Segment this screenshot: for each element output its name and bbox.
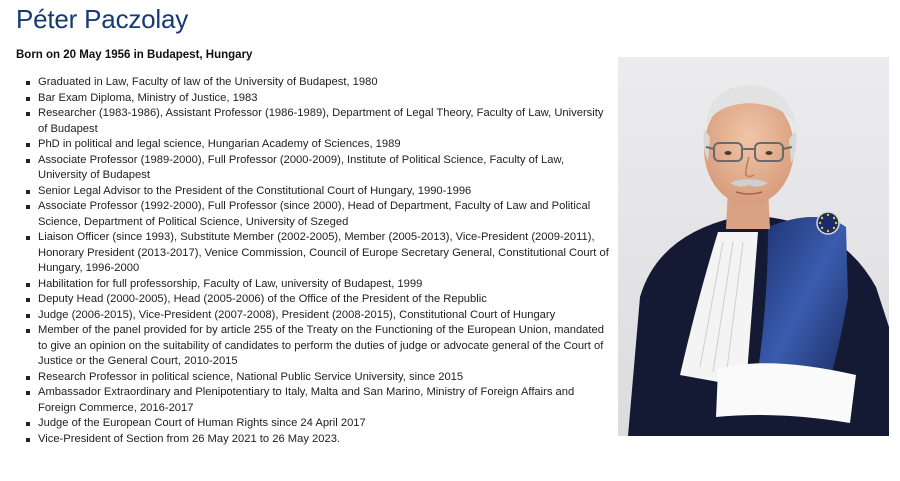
- portrait-photo: [618, 57, 889, 436]
- list-item: Graduated in Law, Faculty of law of the University of Budapest, 1980: [38, 75, 610, 91]
- birth-info: Born on 20 May 1956 in Budapest, Hungary: [16, 49, 253, 61]
- list-item: Bar Exam Diploma, Ministry of Justice, 1983: [38, 91, 610, 107]
- page-title: Péter Paczolay: [16, 4, 189, 34]
- list-item: Research Professor in political science, National Public Service University, since 2015: [38, 370, 610, 386]
- list-item: Ambassador Extraordinary and Plenipotentiary to Italy, Malta and San Marino, Ministry of Foreign Affairs and Foreign Commerce, 2016-2017: [38, 385, 610, 416]
- list-item: Member of the panel provided for by article 255 of the Treaty on the Functioning of the European Union, mandated to give an opinion on the suitability of candidates to perform the duties of judge or advocate general of the Court of Justice or the General Court, 2010-2015: [38, 323, 610, 370]
- list-item: Deputy Head (2000-2005), Head (2005-2006) of the Office of the President of the Republic: [38, 292, 610, 308]
- list-item: Senior Legal Advisor to the President of the Constitutional Court of Hungary, 1990-1996: [38, 184, 610, 200]
- judge-portrait-illustration: [618, 57, 889, 436]
- list-item: Liaison Officer (since 1993), Substitute Member (2002-2005), Member (2005-2013), Vice-President (2009-2011), Honorary President (2013-2017), Venice Commission, Council of Europe Secretary General, Constitutional Court of Hungary, 1996-2000: [38, 230, 610, 277]
- list-item: Associate Professor (1989-2000), Full Professor (2000-2009), Institute of Political Science, Faculty of Law, University of Budapest: [38, 153, 610, 184]
- list-item: Researcher (1983-1986), Assistant Professor (1986-1989), Department of Legal Theory, Faculty of Law, University of Budapest: [38, 106, 610, 137]
- list-item: Vice-President of Section from 26 May 2021 to 26 May 2023.: [38, 432, 610, 448]
- list-item: Associate Professor (1992-2000), Full Professor (since 2000), Head of Department, Faculty of Law and Political Science, Department of Political Science, University of Szeged: [38, 199, 610, 230]
- list-item: PhD in political and legal science, Hungarian Academy of Sciences, 1989: [38, 137, 610, 153]
- list-item: Habilitation for full professorship, Faculty of Law, university of Budapest, 1999: [38, 277, 610, 293]
- list-item: Judge of the European Court of Human Rights since 24 April 2017: [38, 416, 610, 432]
- list-item: Judge (2006-2015), Vice-President (2007-2008), President (2008-2015), Constitutional Court of Hungary: [38, 308, 610, 324]
- career-list: [24, 75, 610, 447]
